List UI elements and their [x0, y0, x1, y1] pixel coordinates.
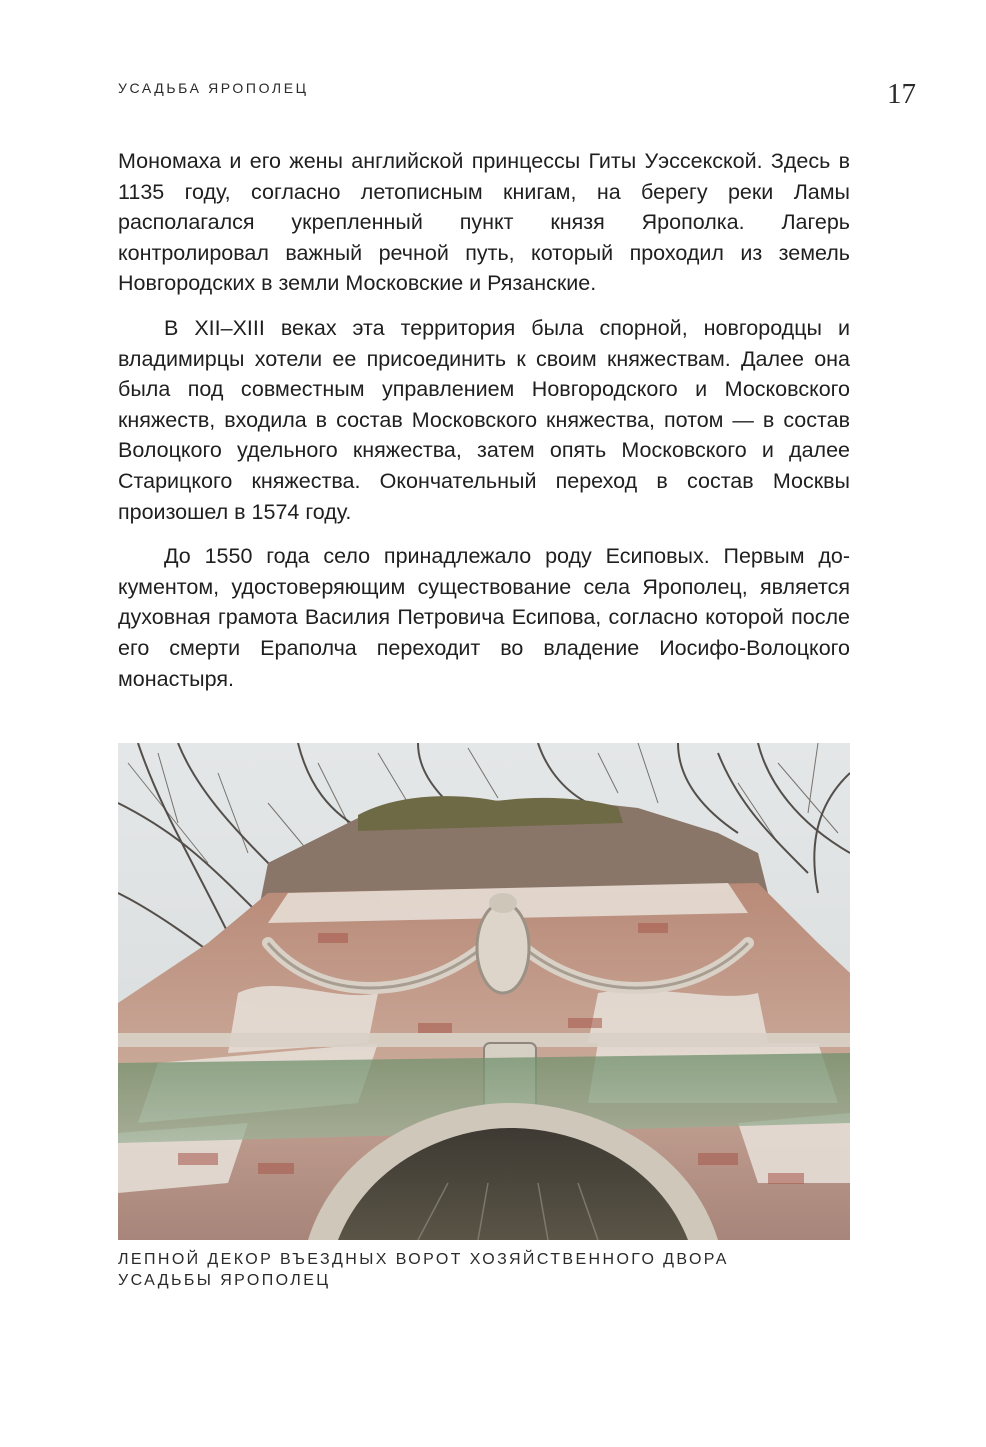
caption-line-2: УСАДЬБЫ ЯРОПОЛЕЦ — [118, 1272, 331, 1289]
body-text — [118, 146, 850, 708]
page-number: 17 — [887, 78, 916, 110]
caption-line-1: ЛЕПНОЙ ДЕКОР ВЪЕЗДНЫХ ВОРОТ ХОЗЯЙСТВЕННОГО ДВОРА — [118, 1251, 729, 1268]
running-title: УСАДЬБА ЯРОПОЛЕЦ — [118, 80, 309, 96]
paragraph-3: До 1550 года село принадлежало роду Есиповых. Первым документом, удостоверяющим существование села Ярополец, является духовная грамота Василия Петровича Есипова, согласно которой после его смерти Ераполча переходит во владение Иосифо-Волоцкого монастыря. — [118, 544, 850, 691]
paragraph-1: Мономаха и его жены английской принцессы Гиты Уэссекской. Здесь в 1135 году, согласно летописным книгам, на берегу реки Ламы располагался укрепленный пункт князя Ярополка. Лагерь контролировал важный речной путь, который проходил из земель Новгородских в земли Московские и Рязанские. — [118, 149, 850, 296]
paragraph-2: В XII–XIII веках эта территория была спорной, новгородцы и владимирцы хотели ее присоединить к своим княжествам. Далее она была под совместным управлением Новгородского и Московского княжеств, входила в состав Московского княжества, потом — в состав Волоцкого удельного княжества, затем опять Московского и далее Старицкого княжества. Окончательный переход в состав Москвы произошел в 1574 году. — [118, 315, 850, 524]
gate-decor-photo — [118, 743, 850, 1240]
figure-caption — [118, 1249, 850, 1291]
